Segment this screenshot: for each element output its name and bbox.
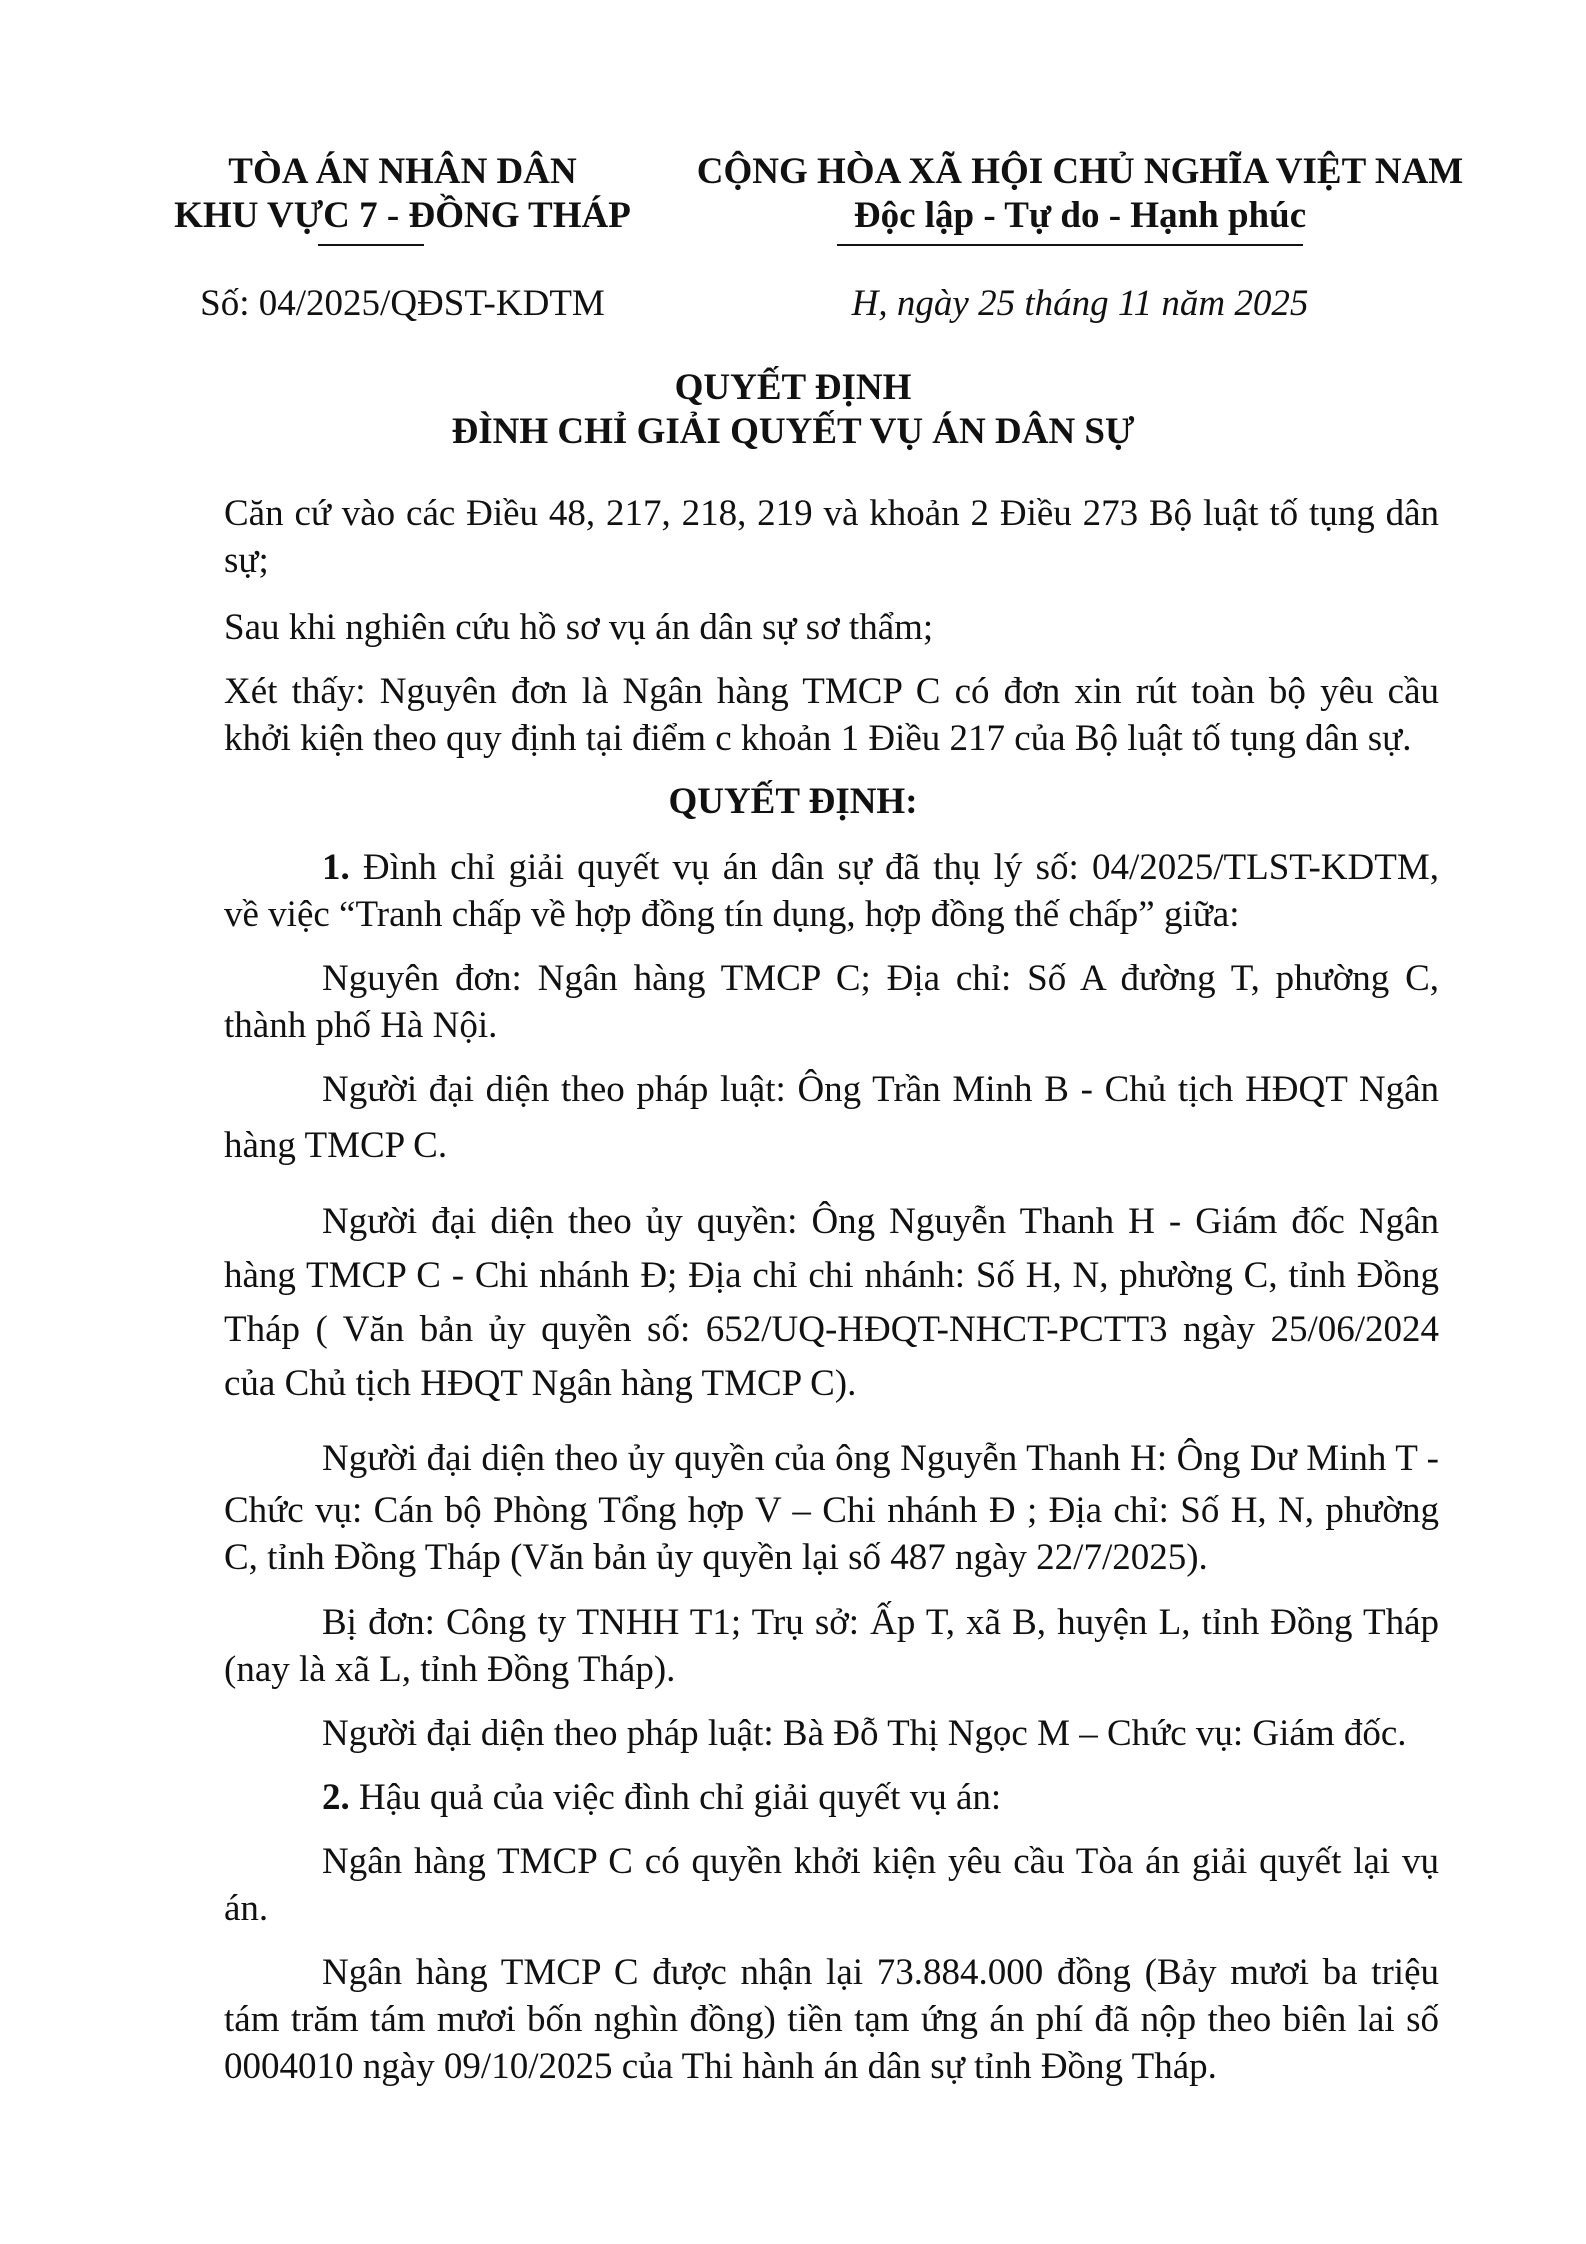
court-underline — [318, 244, 424, 246]
auth-rep-line: Người đại diện theo ủy quyền: Ông Nguyễn Thanh H - Giám đốc Ngân — [322, 1201, 1439, 1242]
item-1-text: Đình chỉ giải quyết vụ án dân sự đã thụ lý số: 04/2025/TLST-KDTM, — [349, 847, 1439, 888]
sub-rep-line: Chức vụ: Cán bộ Phòng Tổng hợp V – Chi nhánh Đ ; Địa chỉ: Số H, N, phường — [224, 1490, 1439, 1531]
preamble-line: Sau khi nghiên cứu hồ sơ vụ án dân sự sơ thẩm; — [224, 607, 934, 648]
document-number: Số: 04/2025/QĐST-KDTM — [200, 283, 605, 324]
item-2-line — [322, 1776, 1439, 1819]
preamble-line: Xét thấy: Nguyên đơn là Ngân hàng TMCP C có đơn xin rút toàn bộ yêu cầu — [224, 671, 1439, 712]
preamble-line: khởi kiện theo quy định tại điểm c khoản 1 Điều 217 của Bộ luật tố tụng dân sự. — [224, 718, 1412, 759]
refund-line: 0004010 ngày 09/10/2025 của Thi hành án dân sự tỉnh Đồng Tháp. — [224, 2046, 1217, 2087]
country-name: CỘNG HÒA XÃ HỘI CHỦ NGHĨA VIỆT NAM — [696, 151, 1464, 192]
country-motto: Độc lập - Tự do - Hạnh phúc — [853, 195, 1307, 236]
auth-rep-line: của Chủ tịch HĐQT Ngân hàng TMCP C). — [224, 1363, 857, 1404]
legal-rep-line: hàng TMCP C. — [224, 1125, 448, 1166]
item-2-number: 2. — [322, 1777, 350, 1818]
document-subtitle: ĐÌNH CHỈ GIẢI QUYẾT VỤ ÁN DÂN SỰ — [451, 411, 1135, 452]
item-1-number: 1. — [322, 847, 350, 888]
plaintiff-line: Nguyên đơn: Ngân hàng TMCP C; Địa chỉ: Số A đường T, phường C, — [322, 958, 1439, 999]
refund-line: Ngân hàng TMCP C được nhận lại 73.884.000 đồng (Bảy mươi ba triệu — [322, 1952, 1439, 1993]
consequence-line: Ngân hàng TMCP C có quyền khởi kiện yêu cầu Tòa án giải quyết lại vụ — [322, 1841, 1439, 1882]
document-title: QUYẾT ĐỊNH — [674, 367, 912, 408]
auth-rep-line: hàng TMCP C - Chi nhánh Đ; Địa chỉ chi nhánh: Số H, N, phường C, tỉnh Đồng — [224, 1255, 1439, 1296]
defendant-rep-line: Người đại diện theo pháp luật: Bà Đỗ Thị Ngọc M – Chức vụ: Giám đốc. — [322, 1713, 1407, 1754]
consequence-line: án. — [224, 1888, 269, 1929]
preamble-line: Căn cứ vào các Điều 48, 217, 218, 219 và khoản 2 Điều 273 Bộ luật tố tụng dân — [224, 493, 1439, 534]
refund-line: tám trăm tám mươi bốn nghìn đồng) tiền tạm ứng án phí đã nộp theo biên lai số — [224, 1999, 1439, 2040]
motto-underline — [837, 244, 1303, 246]
item-1-line: về việc “Tranh chấp về hợp đồng tín dụng, hợp đồng thế chấp” giữa: — [224, 894, 1240, 935]
document-date: H, ngày 25 tháng 11 năm 2025 — [851, 283, 1309, 324]
defendant-line: Bị đơn: Công ty TNHH T1; Trụ sở: Ấp T, xã B, huyện L, tỉnh Đồng Tháp — [322, 1602, 1439, 1643]
item-2-text: Hậu quả của việc đình chỉ giải quyết vụ án: — [349, 1777, 1002, 1818]
decision-heading: QUYẾT ĐỊNH: — [668, 781, 918, 822]
preamble-line: sự; — [224, 540, 269, 581]
item-1-line — [322, 846, 1439, 889]
plaintiff-line: thành phố Hà Nội. — [224, 1005, 498, 1046]
sub-rep-line: Người đại diện theo ủy quyền của ông Nguyễn Thanh H: Ông Dư Minh T - — [322, 1438, 1439, 1479]
auth-rep-line: Tháp ( Văn bản ủy quyền số: 652/UQ-HĐQT-NHCT-PCTT3 ngày 25/06/2024 — [224, 1309, 1439, 1350]
legal-rep-line: Người đại diện theo pháp luật: Ông Trần Minh B - Chủ tịch HĐQT Ngân — [322, 1069, 1439, 1110]
court-region: KHU VỰC 7 - ĐỒNG THÁP — [174, 195, 631, 236]
defendant-line: (nay là xã L, tỉnh Đồng Tháp). — [224, 1649, 676, 1690]
court-name: TÒA ÁN NHÂN DÂN — [228, 151, 577, 192]
sub-rep-line: C, tỉnh Đồng Tháp (Văn bản ủy quyền lại số 487 ngày 22/7/2025). — [224, 1537, 1208, 1578]
